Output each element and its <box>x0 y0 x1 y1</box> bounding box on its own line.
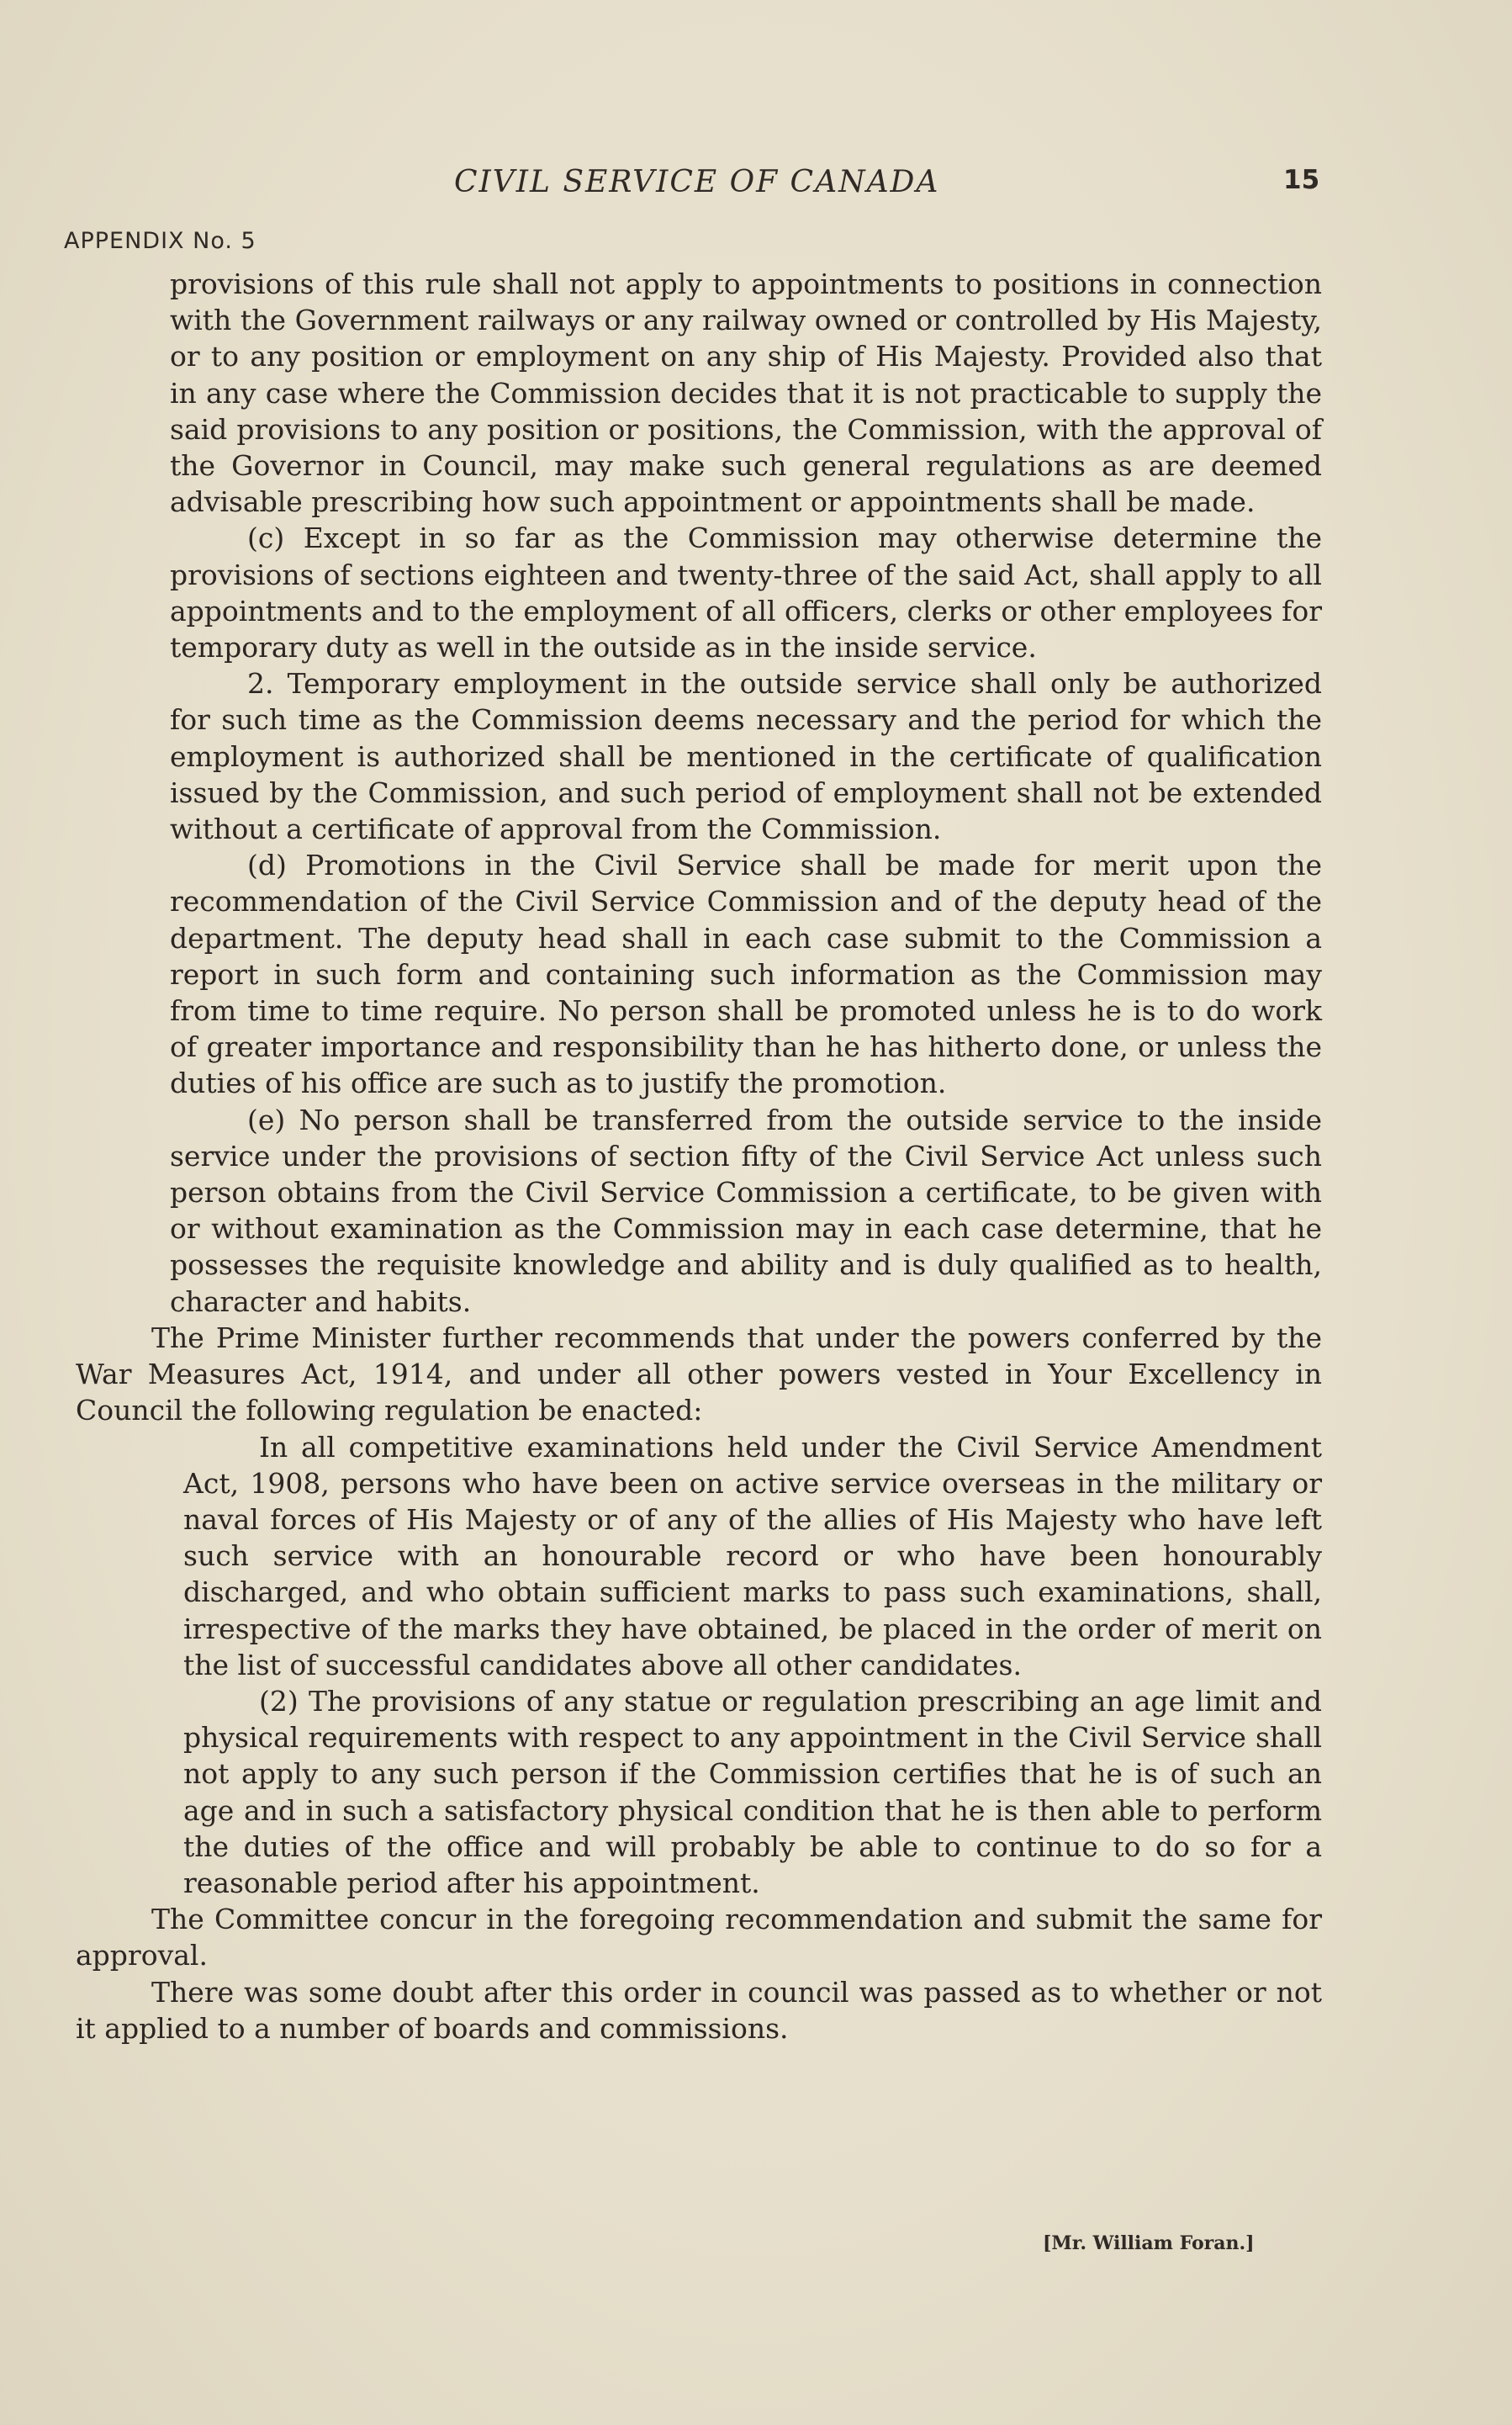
paragraph-6: The Prime Minister further recommends that under the powers conferred by the War Measures Act, 1914, and under all other powers vested in Your Excellency in Council the following regulation be enacted: <box>76 1321 1322 1427</box>
paragraph-8: (2) The provisions of any statue or regulation prescribing an age limit and physical requirements with respect to any appointment in the Civil Service shall not apply to any such person if the Commission certifies that he is of such an age and in such a satisfactory physical condition that he is then able to perform the duties of the office and will probably be able to continue to do so for a reasonable period after his appointment. <box>183 1684 1322 1899</box>
paragraph-7: In all competitive examinations held under the Civil Service Amendment Act, 1908, persons who have been on active service overseas in the military or naval forces of His Majesty or of any of the allies of His Majesty who have left such service with an honourable record or who have been honourably discharged, and who obtain sufficient marks to pass such examinations, shall, irrespective of the marks they have obtained, be placed in the order of merit on the list of successful candidates above all other candidates. <box>183 1430 1322 1681</box>
paragraph-3: 2. Temporary employment in the outside service shall only be authorized for such time as the Commission deems necessary and the period for which the employment is authorized shall be mentioned in the certificate of qualification issued by the Commission, and such period of employment shall not be extended without a certificate of approval from the Commission. <box>170 667 1322 846</box>
speaker-attribution: [Mr. William Foran.] <box>1043 2232 1255 2254</box>
body-text <box>76 266 1322 2046</box>
paragraph-4: (d) Promotions in the Civil Service shall be made for merit upon the recommendation of the Civil Service Commission and of the deputy head of the department. The deputy head shall in each case submit to the Commission a report in such form and containing such information as the Commission may from time to time require. No person shall be promoted unless he is to do work of greater importance and responsibility than he has hitherto done, or unless the duties of his office are such as to justify the promotion. <box>170 849 1322 1100</box>
page-number: 15 <box>1283 165 1320 195</box>
appendix-label: APPENDIX No. 5 <box>64 228 256 254</box>
paragraph-10: There was some doubt after this order in council was passed as to whether or not it applied to a number of boards and commissions. <box>76 1975 1322 2045</box>
paragraph-1: provisions of this rule shall not apply to appointments to positions in connection with the Government railways or any railway owned or controlled by His Majesty, or to any position or employment on any ship of His Majesty. Provided also that in any case where the Commission decides that it is not practicable to supply the said provisions to any position or positions, the Commission, with the approval of the Governor in Council, may make such general regulations as are deemed advisable prescribing how such appointment or appointments shall be made. <box>170 267 1322 519</box>
paragraph-5: (e) No person shall be transferred from the outside service to the inside service under the provisions of section fifty of the Civil Service Act unless such person obtains from the Civil Service Commission a certificate, to be given with or without examination as the Commission may in each case determine, that he possesses the requisite knowledge and ability and is duly qualified as to health, character and habits. <box>170 1103 1322 1318</box>
paragraph-2: (c) Except in so far as the Commission may otherwise determine the provisions of sections eighteen and twenty-three of the said Act, shall apply to all appointments and to the employment of all officers, clerks or other employees for temporary duty as well in the outside as in the inside service. <box>170 522 1322 664</box>
paragraph-9: The Committee concur in the foregoing recommendation and submit the same for approval. <box>76 1903 1322 1972</box>
running-title: CIVIL SERVICE OF CANADA <box>454 165 940 199</box>
